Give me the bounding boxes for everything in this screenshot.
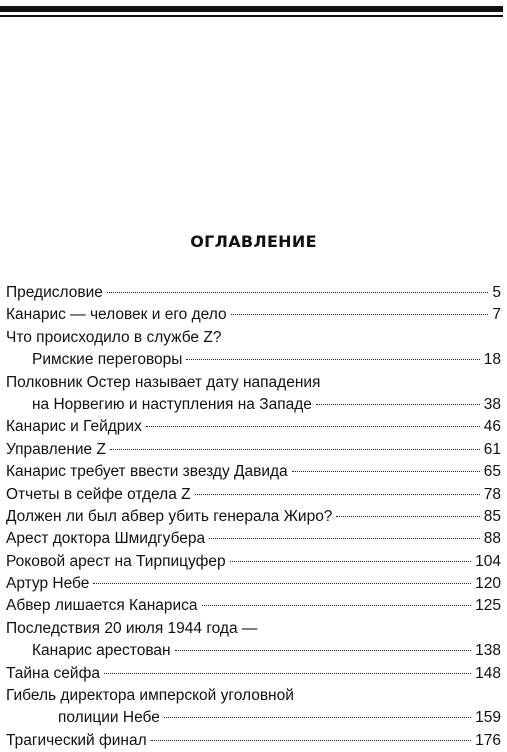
toc-entry-secret-safe[interactable]: [6, 663, 501, 685]
toc-page-number: 18: [483, 351, 501, 369]
dot-leader: [230, 561, 472, 562]
toc-entry-title: Арест доктора Шмидгубера: [6, 530, 206, 548]
toc-entry-title: Абвер лишается Канариса: [6, 597, 198, 615]
dot-leader: [104, 673, 471, 674]
toc-page-number: 120: [475, 575, 501, 593]
toc-entry-title: Предисловие: [6, 284, 103, 301]
toc-entry-title: Должен ли был абвер убить генерала Жиро?: [6, 507, 333, 525]
dot-leader: [151, 740, 471, 741]
toc-entry-service-z-line2[interactable]: [6, 349, 501, 371]
toc-entry-title: Управление Z: [6, 440, 106, 458]
toc-page-number: 125: [475, 597, 501, 615]
toc-entry-title: Канарис и Гейдрих: [6, 418, 142, 436]
toc-entry-title-continued: Канарис арестован: [32, 642, 171, 660]
toc-entry-title: Канарис — человек и его дело: [6, 306, 227, 324]
header-rule-thick: [0, 6, 503, 12]
toc-entry-july-20-line1[interactable]: [6, 618, 501, 640]
toc-page-number: 78: [483, 485, 501, 503]
toc-entry-title: Что происходило в службе Z?: [6, 328, 222, 346]
toc-page-number: 138: [475, 642, 501, 660]
toc-entry-abwehr-loses-canaris[interactable]: [6, 595, 501, 617]
dot-leader: [195, 494, 480, 495]
dot-leader: [186, 359, 479, 360]
dot-leader: [231, 314, 489, 315]
toc-entry-title: Роковой арест на Тирпицуфер: [6, 552, 226, 570]
toc-entry-title: Канарис требует ввести звезду Давида: [6, 463, 288, 481]
toc-entry-nebe-death-line1[interactable]: [6, 685, 501, 707]
dot-leader: [209, 538, 480, 539]
toc-entry-canaris-man[interactable]: [6, 304, 501, 326]
dot-leader: [316, 404, 480, 405]
toc-entry-title: Полковник Остер называет дату нападения: [6, 373, 321, 391]
dot-leader: [336, 516, 479, 517]
toc-entry-title: Трагический финал: [6, 731, 147, 749]
toc-entry-nebe-death-line2[interactable]: [6, 707, 501, 729]
toc-page-number: 176: [475, 731, 501, 749]
toc-entry-title-continued: Римские переговоры: [32, 351, 183, 369]
toc-entry-tirpitzufer-arrest[interactable]: [6, 551, 501, 573]
toc-entry-schmidhuber-arrest[interactable]: [6, 528, 501, 550]
toc-entry-title: Артур Небе: [6, 575, 90, 593]
toc-entry-giraud[interactable]: [6, 506, 501, 528]
dot-leader: [107, 292, 489, 293]
toc-page-number: 159: [475, 709, 501, 727]
toc-entry-arthur-nebe[interactable]: [6, 573, 501, 595]
toc-entry-title: Тайна сейфа: [6, 664, 100, 682]
toc-page-number: 7: [492, 306, 501, 324]
toc-entry-july-20-line2[interactable]: [6, 640, 501, 662]
toc-entry-service-z-line1[interactable]: [6, 327, 501, 349]
toc-page-number: 46: [483, 418, 501, 436]
toc-entry-title: Последствия 20 июля 1944 года —: [6, 619, 258, 637]
toc-entry-star-of-david[interactable]: [6, 461, 501, 483]
contents-heading: ОГЛАВЛЕНИЕ: [190, 232, 317, 251]
toc-entry-reports-safe[interactable]: [6, 484, 501, 506]
toc-page-number: 85: [483, 507, 501, 525]
toc-entry-title: Отчеты в сейфе отдела Z: [6, 485, 191, 503]
dot-leader: [146, 426, 480, 427]
toc-entry-oster-line1[interactable]: [6, 372, 501, 394]
dot-leader: [110, 449, 480, 450]
table-of-contents: [6, 282, 501, 752]
toc-entry-canaris-heydrich[interactable]: [6, 416, 501, 438]
dot-leader: [175, 650, 472, 651]
toc-page-number: 65: [483, 463, 501, 481]
toc-page-number: 5: [492, 284, 501, 301]
toc-entry-title-continued: полиции Небе: [58, 709, 160, 727]
dot-leader: [93, 583, 471, 584]
toc-page-number: 148: [475, 664, 501, 682]
toc-entry-preface[interactable]: [6, 282, 501, 304]
toc-entry-title-continued: на Норвегию и наступления на Западе: [32, 395, 312, 413]
dot-leader: [164, 717, 471, 718]
toc-entry-title: Гибель директора имперской уголовной: [6, 687, 294, 705]
toc-entry-tragic-finale[interactable]: [6, 730, 501, 752]
toc-page-number: 104: [475, 552, 501, 570]
toc-page-number: 61: [483, 440, 501, 458]
dot-leader: [202, 605, 472, 606]
toc-entry-oster-line2[interactable]: [6, 394, 501, 416]
header-rule-thin: [0, 15, 503, 17]
dot-leader: [292, 471, 480, 472]
toc-page-number: 38: [483, 395, 501, 413]
toc-entry-department-z[interactable]: [6, 439, 501, 461]
toc-page-number: 88: [483, 530, 501, 548]
